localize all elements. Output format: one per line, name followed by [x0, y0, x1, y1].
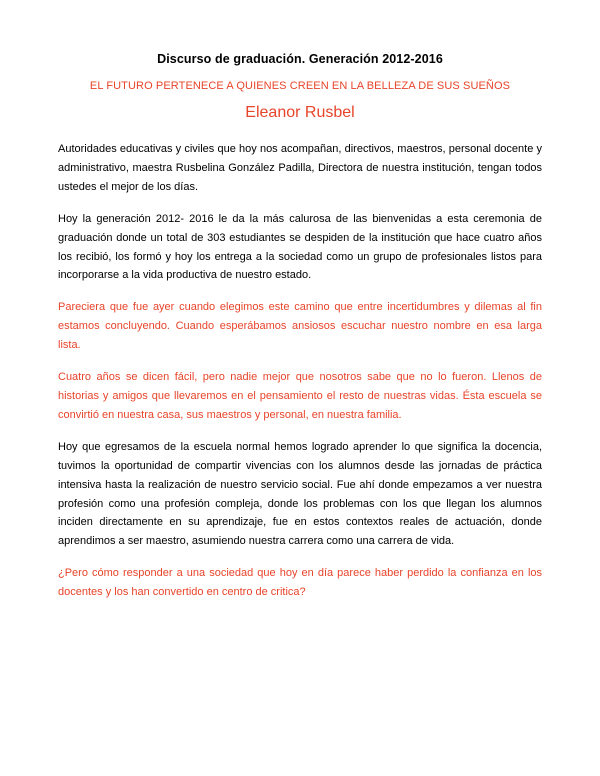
paragraph: Cuatro años se dicen fácil, pero nadie mejor que nosotros sabe que no lo fueron. Llenos de historias y amigos que llevaremos en el pensamiento el resto de nuestras vidas. Ésta escuela se convirtió en nuestra casa, sus maestros y personal, en nuestra familia. [58, 371, 542, 421]
paragraph: ¿Pero cómo responder a una sociedad que hoy en día parece haber perdido la confianza en los docentes y los han convertido en centro de critica? [58, 567, 542, 599]
document-author: Eleanor Rusbel [245, 104, 355, 121]
paragraph: Hoy la generación 2012- 2016 le da la más calurosa de las bienvenidas a esta ceremonia de graduación donde un total de 303 estudiantes se despiden de la institución que hace cuatro años los recibió, los formó y hoy los entrega a la sociedad como un grupo de profesionales listos para incorporarse a la vida productiva de nuestro estado. [58, 212, 542, 282]
paragraph: Pareciera que fue ayer cuando elegimos este camino que entre incertidumbres y dilemas al fin estamos concluyendo. Cuando esperábamos ansiosos escuchar nuestro nombre en esa larga lista. [58, 301, 542, 352]
paragraph: Autoridades educativas y civiles que hoy nos acompañan, directivos, maestros, personal docente y administrativo, maestra Rusbelina González Padilla, Directora de nuestra institución, tengan todos ustedes el mejor de los días. [58, 143, 542, 193]
document-subtitle: EL FUTURO PERTENECE A QUIENES CREEN EN LA BELLEZA DE SUS SUEÑOS [89, 80, 511, 92]
paragraph: Hoy que egresamos de la escuela normal hemos logrado aprender lo que significa la docencia, tuvimos la oportunidad de compartir vivencias con los alumnos desde las jornadas de práctica intensiva hasta la realización de nuestro servicio social. Fue ahí donde empezamos a ver nuestra profesión como una profesión compleja, donde los problemas con los que llegan los alumnos inciden directamente en su aprendizaje, fue en estos contextos reales de actuación, donde aprendimos a ser maestro, asumiendo nuestra carrera como una carrera de vida. [58, 440, 542, 548]
document-body [58, 140, 542, 602]
document-title: Discurso de graduación. Generación 2012-2016 [157, 52, 443, 66]
